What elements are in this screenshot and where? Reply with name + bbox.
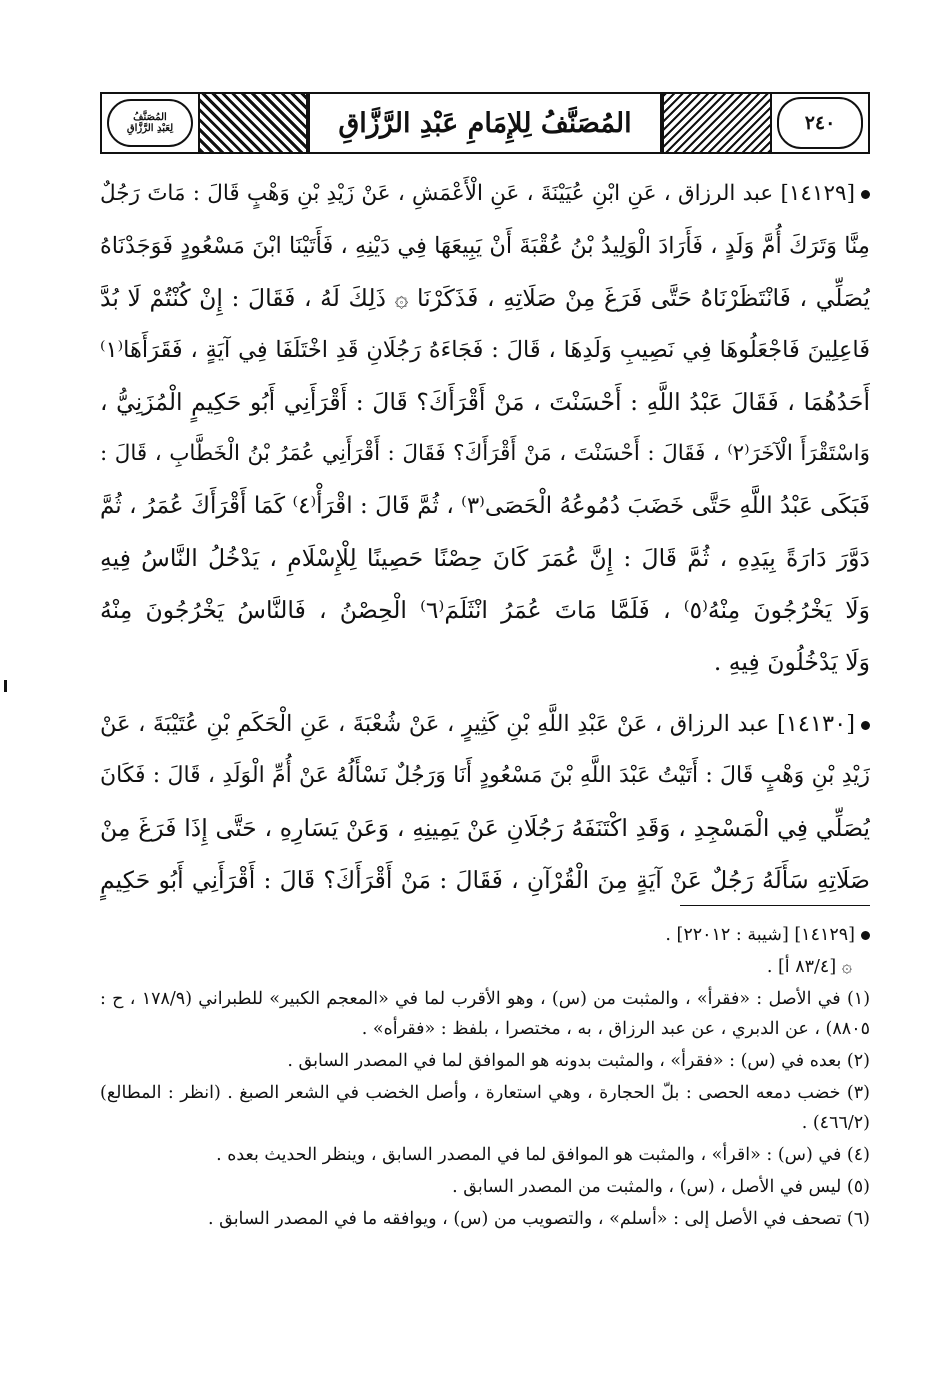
footnote-5: (٥) ليس في الأصل ، (س) ، والمثبت من المصدر السابق . bbox=[452, 1177, 870, 1197]
footnote-divider bbox=[680, 905, 870, 906]
main-text bbox=[100, 168, 870, 916]
bullet-icon bbox=[861, 931, 870, 940]
page-number: ٢٤٠ bbox=[777, 97, 863, 149]
footnote-folio: ۞ [٨٣/٤ أ] . bbox=[766, 957, 852, 977]
header-ornament-right bbox=[662, 94, 772, 152]
text-line: أَحَدُهُمَا ، فَقَالَ عَبْدُ اللَّهِ : أَحْسَنْتَ ، مَنْ أَقْرَأَكَ؟ قَالَ : أَقْرَأَنِي أَبُو حَكِيمٍ الْمُزَنِيُّ ، bbox=[100, 388, 870, 416]
text-line: وَلَا يَخْرُجُونَ مِنْهُ⁽٥⁾ ، فَلَمَّا مَاتَ عُمَرُ انْثَلَمَ⁽٦⁾ الْحِصْنُ ، فَالنَّاسُ يَخْرُجُونَ مِنْهُ bbox=[100, 596, 870, 624]
line-text: [١٤١٢٩] عبد الرزاق ، عَنِ ابْنِ عُيَيْنَةَ ، عَنِ الْأَعْمَشِ ، عَنْ زَيْدِ بْنِ وَهْبٍ قَالَ : مَاتَ رَجُلٌ bbox=[100, 181, 855, 206]
text-line: دَوَّرَ دَارَةً بِيَدِهِ ، ثُمَّ قَالَ : إِنَّ عُمَرَ كَانَ حِصْنًا حَصِينًا لِلْإِسْلَامِ ، يَدْخُلُ النَّاسُ فِيهِ bbox=[100, 544, 870, 572]
footnotes bbox=[100, 918, 870, 1236]
footnote-4: (٤) في (س) : «اقرأ» ، والمثبت هو الموافق لما في المصدر السابق ، وينظر الحديث بعده . bbox=[216, 1145, 870, 1165]
text-line: فَاعِلِينَ فَاجْعَلُوهَا فِي نَصِيبِ وَلَدِهَا ، قَالَ : فَجَاءَهُ رَجُلَانِ قَدِ اخْتَلَفَا فِي آيَةٍ ، فَقَرَأَهَا⁽١⁾ bbox=[100, 337, 870, 363]
logo-badge bbox=[102, 94, 198, 152]
running-title: المُصَنَّفُ لِلإِمَامِ عَبْدِ الرَّزَّاقِ bbox=[308, 94, 662, 152]
text-line: فَبَكَى عَبْدُ اللَّهِ حَتَّى خَضَبَ دُمُوعُهُ الْحَصَى⁽٣⁾ ، ثُمَّ قَالَ : اقْرَأْ⁽٤⁾ كَمَا أَقْرَأَكَ عُمَرُ ، ثُمَّ bbox=[100, 493, 870, 519]
bullet-icon bbox=[861, 721, 870, 730]
footnote-3: (٣) خضب دمعه الحصى : بلّ الحجارة ، وهي استعارة ، وأصل الخضب في الشعر الصبغ . (انظر : المطالع) (٤٦٦/٢) . bbox=[100, 1083, 870, 1133]
text-line: يُصَلِّي ، فَانْتَظَرْنَاهُ حَتَّى فَرَغَ مِنْ صَلَاتِهِ ، فَذَكَرْنَا ۞ ذَلِكَ لَهُ ، فَقَالَ : إِنْ كُنْتُمْ لَا بُدَّ bbox=[100, 284, 870, 312]
footnote-6: (٦) تصحف في الأصل إلى : «أسلم» ، والتصويب من (س) ، ويوافقه ما في المصدر السابق . bbox=[207, 1209, 870, 1229]
footnote-reference bbox=[100, 920, 870, 950]
hadith-entry-14130 bbox=[100, 698, 870, 906]
footnote-2: (٢) بعده في (س) : «فقرأ» ، والمثبت بدونه هو الموافق لما في المصدر السابق . bbox=[287, 1051, 870, 1071]
reference-text: [١٤١٢٩] [شيبة : ٢٢٠١٢] . bbox=[665, 925, 855, 945]
text-line bbox=[100, 168, 870, 220]
text-line: وَلَا يَدْخُلُونَ فِيهِ . bbox=[713, 648, 870, 676]
bullet-icon bbox=[861, 190, 870, 199]
page-number-badge bbox=[772, 94, 868, 152]
footnote-1: (١) في الأصل : «فقرأ» ، والمثبت من (س) ، وهو الأقرب لما في «المعجم الكبير» للطبراني (١٧٨/٩ ، ح : ٨٨٠٥) ، عن الدبري ، عن عبد الرزاق ، به ، مختصرا ، بلفظ : «فقرأه» . bbox=[100, 989, 871, 1039]
text-line bbox=[100, 698, 870, 750]
text-line: يُصَلِّي فِي الْمَسْجِدِ ، وَقَدِ اكْتَنَفَهُ رَجُلَانِ عَنْ يَمِينِهِ ، وَعَنْ يَسَارِهِ ، حَتَّى إِذَا فَرَغَ مِنْ bbox=[100, 814, 870, 842]
text-line: زَيْدِ بْنِ وَهْبٍ قَالَ : أَتَيْتُ عَبْدَ اللَّهِ بْنَ مَسْعُودٍ أَنَا وَرَجُلٌ نَسْأَلُهُ عَنْ أُمِّ الْوَلَدِ ، قَالَ : فَكَانَ bbox=[100, 763, 870, 788]
text-line: مِنَّا وَتَرَكَ أُمَّ وَلَدٍ ، فَأَرَادَ الْوَلِيدُ بْنُ عُقْبَةَ أَنْ يَبِيعَهَا فِي دَيْنِهِ ، فَأَتَيْنَا ابْنَ مَسْعُودٍ فَوَجَدْنَاهُ bbox=[100, 233, 870, 259]
text-line: وَاسْتَقْرَأَ الْآخَرَ⁽٢⁾ ، فَقَالَ : أَحْسَنْتَ ، مَنْ أَقْرَأَكَ؟ فَقَالَ : أَقْرَأَنِي عُمَرُ بْنُ الْخَطَّابِ ، قَالَ : bbox=[100, 441, 870, 466]
header-ornament-left bbox=[198, 94, 308, 152]
page-header bbox=[100, 92, 870, 154]
margin-mark bbox=[4, 680, 7, 692]
logo-text: المُصَنَّفُ لِعَبْدِ الرَّزَّاقِ bbox=[107, 99, 193, 147]
text-line: صَلَاتِهِ سَأَلَهُ رَجُلٌ عَنْ آيَةٍ مِنَ الْقُرْآنِ ، فَقَالَ : مَنْ أَقْرَأَكَ؟ قَالَ : أَقْرَأَنِي أَبُو حَكِيمٍ bbox=[100, 866, 870, 894]
line-text: [١٤١٣٠] عبد الرزاق ، عَنْ عَبْدِ اللَّهِ بْنِ كَثِيرٍ ، عَنْ شُعْبَةَ ، عَنِ الْحَكَمِ بْنِ عُتَيْبَةَ ، عَنْ bbox=[100, 711, 855, 737]
hadith-entry-14129 bbox=[100, 168, 870, 688]
